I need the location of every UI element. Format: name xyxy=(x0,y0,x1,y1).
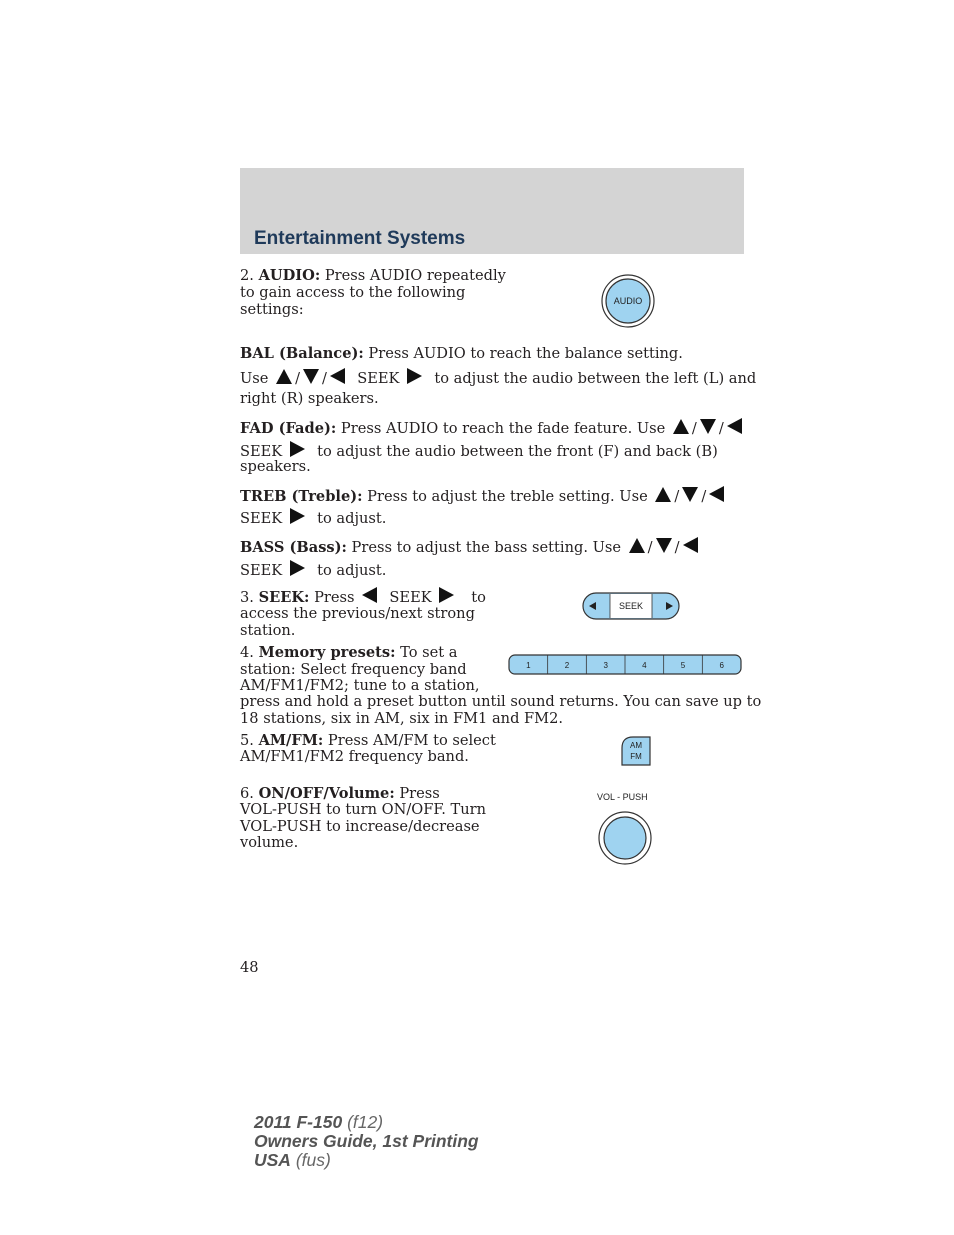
left-arrow-icon xyxy=(362,587,377,603)
up-arrow-icon xyxy=(276,369,292,384)
amfm-button-figure xyxy=(621,736,652,766)
right-arrow-icon xyxy=(290,508,305,524)
seek-button-label: SEEK xyxy=(618,601,644,611)
left-arrow-icon xyxy=(727,418,742,434)
page-number: 48 xyxy=(240,959,259,976)
preset-button-label-5: 5 xyxy=(680,661,686,670)
preset-button-label-1: 1 xyxy=(526,661,531,670)
up-arrow-icon xyxy=(673,419,689,434)
footer-line-2: Owners Guide, 1st Printing xyxy=(254,1131,479,1151)
vol-push-label: VOL - PUSH xyxy=(597,792,648,802)
preset-button-label-6: 6 xyxy=(719,661,724,670)
footer-line-3: USA (fus) xyxy=(254,1150,331,1170)
preset-button-label-4: 4 xyxy=(642,661,647,670)
amfm-label-am: AM xyxy=(630,741,642,750)
amfm-label-fm: FM xyxy=(630,752,642,761)
down-arrow-icon xyxy=(682,487,698,502)
volume-knob-figure xyxy=(597,810,653,866)
right-arrow-icon xyxy=(290,560,305,576)
audio-button-figure xyxy=(600,273,656,329)
up-arrow-icon xyxy=(655,487,671,502)
down-arrow-icon xyxy=(303,369,319,384)
right-arrow-icon xyxy=(439,587,454,603)
down-arrow-icon xyxy=(656,538,672,553)
right-arrow-icon xyxy=(290,441,305,457)
right-arrow-icon xyxy=(407,368,422,384)
preset-button-label-3: 3 xyxy=(603,661,608,670)
left-arrow-icon xyxy=(330,368,345,384)
up-arrow-icon xyxy=(629,538,645,553)
preset-button-label-2: 2 xyxy=(564,661,570,670)
footer-line-1: 2011 F-150 (f12) xyxy=(254,1112,384,1132)
left-arrow-icon xyxy=(709,486,724,502)
preset-buttons-figure xyxy=(508,654,742,676)
section-title: Entertainment Systems xyxy=(254,228,466,249)
seek-button-figure xyxy=(582,592,680,620)
audio-button-label: AUDIO xyxy=(613,296,643,306)
down-arrow-icon xyxy=(700,419,716,434)
left-arrow-icon xyxy=(683,537,698,553)
